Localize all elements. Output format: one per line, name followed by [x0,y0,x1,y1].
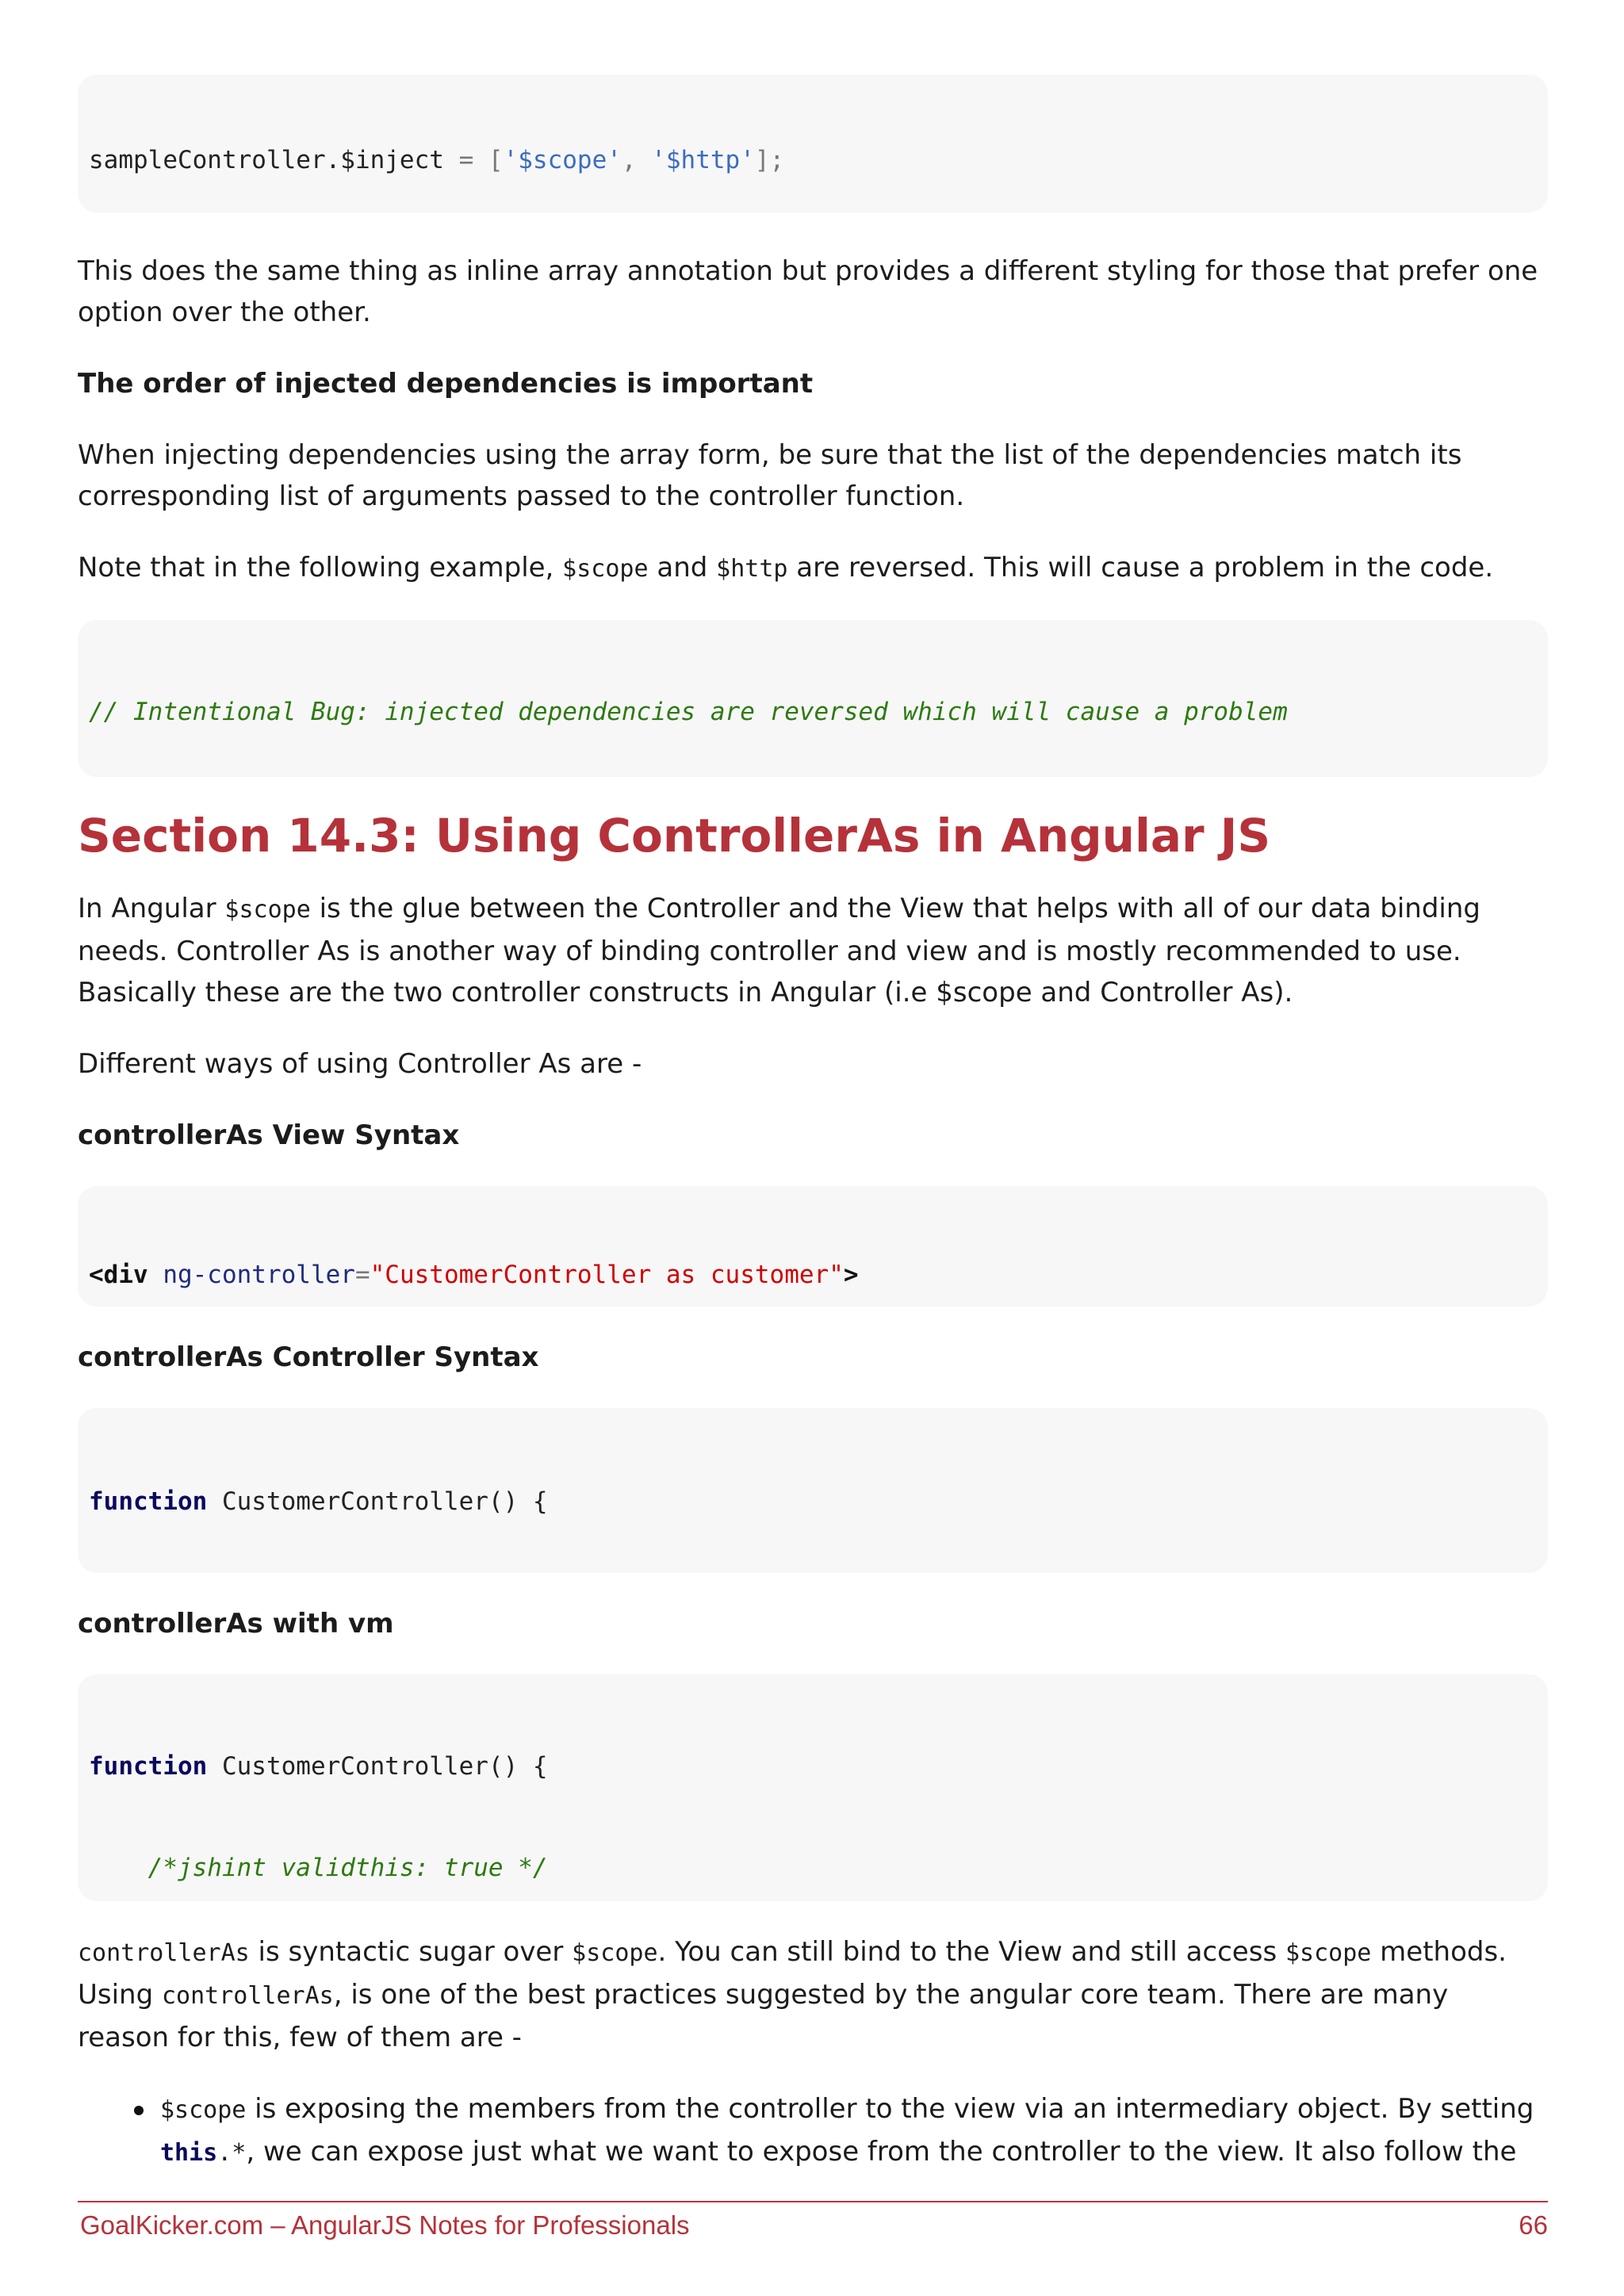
text-span: , is one of the best practices suggested by the angular core team. There are many reason for this, few of them are - [78,1979,1449,2053]
page-number: 66 [1519,2210,1548,2240]
code-token: sampleController.$inject [89,146,459,174]
inline-code: this [160,2139,218,2167]
code-block-vm [78,1674,1548,1901]
list-item [78,2088,1548,2174]
text-span: is exposing the members from the controller to the view via an intermediary object. By setting [246,2093,1534,2125]
paragraph-inline-annotation: This does the same thing as inline array annotation but provides a different styling for those that prefer one option over the other. [78,255,1538,328]
code-string: '$scope' [503,146,622,174]
inline-code: $http [716,555,788,583]
subheading-view-syntax: controllerAs View Syntax [78,1119,460,1151]
text-span: methods. Using [78,1936,1507,2011]
code-token: ]; [754,146,785,174]
code-indent [89,1854,148,1882]
code-string: '$http' [651,146,755,174]
code-tag: > [843,1261,859,1289]
subheading-order: The order of injected dependencies is important [78,368,814,400]
inline-code: $scope [562,555,649,583]
code-comment: // Intentional Bug: injected dependencies are reversed which will cause a problem [89,698,1288,726]
inline-code: controllerAs [161,1982,334,2010]
inline-code: $scope [224,896,311,924]
code-attribute: ng-controller [147,1261,355,1289]
code-attribute-value: "CustomerController as customer" [370,1261,844,1289]
code-comment: /*jshint validthis: true */ [147,1853,548,1882]
code-token: CustomerController() { [207,1752,548,1781]
code-line [89,1851,1537,1885]
bullet-icon [134,2106,144,2115]
code-keyword: function [89,1487,208,1516]
reasons-list [78,2088,1548,2174]
code-block-view [78,1186,1548,1307]
inline-code: controllerAs [78,1939,250,1967]
code-token: = [ [458,146,504,174]
subheading-with-vm: controllerAs with vm [78,1608,394,1640]
code-line [89,1258,1537,1292]
inline-code: $scope [572,1939,658,1967]
code-line [89,1750,1537,1784]
section-title: Section 14.3: Using ControllerAs in Angular JS [78,809,1271,863]
footer-title: GoalKicker.com – AngularJS Notes for Professionals [80,2210,690,2240]
text-span: . You can still bind to the View and still access [657,1936,1285,1968]
footer-divider [78,2201,1548,2202]
text-span: are reversed. This will cause a problem in the code. [787,552,1494,584]
code-line [89,1485,1537,1519]
subheading-controller-syntax: controllerAs Controller Syntax [78,1341,539,1373]
code-line [89,144,1537,178]
code-block-controller [78,1408,1548,1573]
text-span: , we can expose just what we want to expose from the controller to the view. It also follow the [246,2136,1517,2168]
paragraph-different-ways: Different ways of using Controller As are - [78,1048,642,1080]
text-span: In Angular [78,893,225,924]
text-span: Note that in the following example, [78,552,563,584]
inline-code: $scope [160,2096,247,2124]
paragraph-syntactic-sugar [78,1931,1548,2058]
code-block-inject [78,75,1548,212]
page-content [78,75,1548,2174]
paragraph-scope-glue [78,888,1548,1013]
code-token: , [621,146,652,174]
code-block-bug [78,620,1548,777]
code-tag: <div [89,1261,148,1289]
inline-code: $scope [1285,1939,1372,1967]
inline-code: .* [217,2139,247,2167]
paragraph-array-form: When injecting dependencies using the array form, be sure that the list of the dependencies match its corresponding list of arguments passed to the controller function. [78,439,1462,512]
code-token: = [354,1261,370,1289]
text-span: is the glue between the Controller and the View that helps with all of our data binding needs. Controller As is another way of binding controller and view and is mostly recommended to use. Basically these are the two controller constructs in Angular (i.e $scope and Controller As). [78,893,1480,1008]
text-span: and [648,552,717,584]
code-keyword: function [89,1752,208,1781]
text-span: is syntactic sugar over [249,1936,573,1968]
code-token: CustomerController() { [207,1487,548,1516]
paragraph-reversed-note [78,547,1548,590]
